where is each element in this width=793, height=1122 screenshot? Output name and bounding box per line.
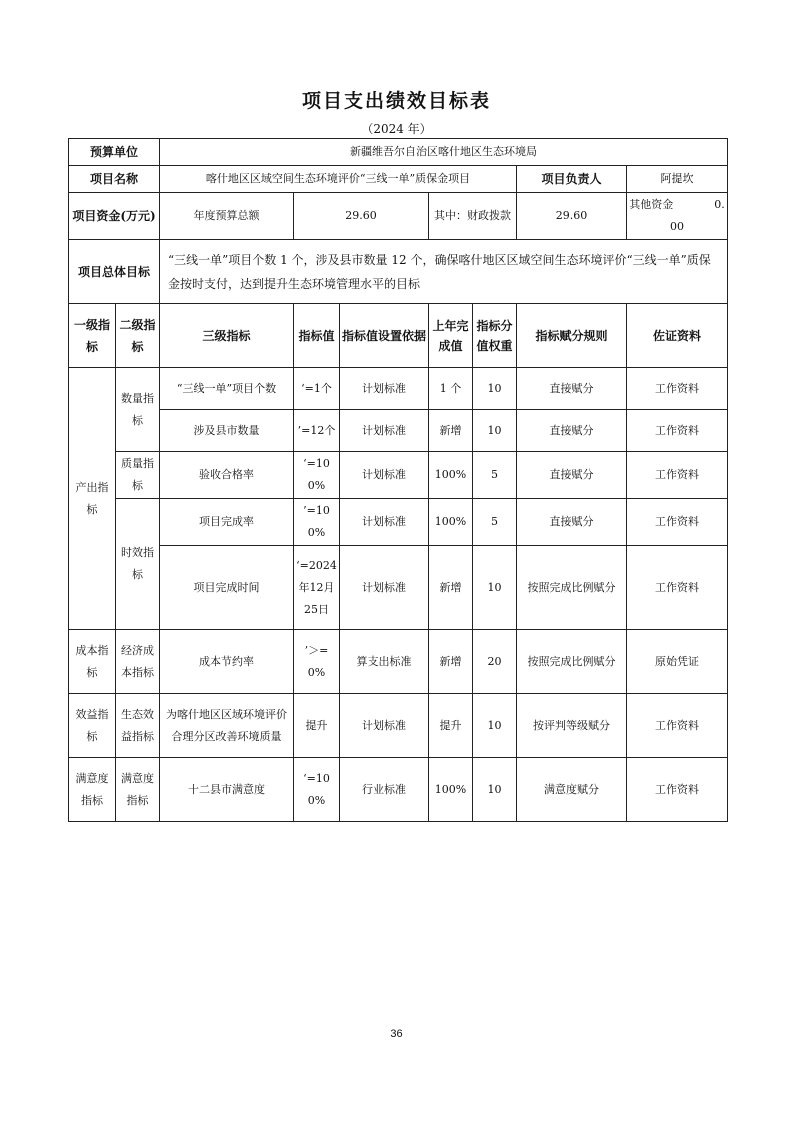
indicator-evidence: 工作资料 bbox=[627, 410, 728, 452]
table-row bbox=[69, 410, 728, 452]
fiscal-label: 其中：财政拨款 bbox=[429, 193, 517, 240]
indicator-value: ’=12个 bbox=[294, 410, 340, 452]
row-project-name bbox=[69, 166, 728, 193]
indicator-weight: 10 bbox=[473, 694, 517, 758]
indicator-evidence: 工作资料 bbox=[627, 368, 728, 410]
indicator-last: 1 个 bbox=[429, 368, 473, 410]
indicator-basis: 计划标准 bbox=[340, 694, 429, 758]
row-overall-goal bbox=[69, 240, 728, 304]
indicator-basis: 计划标准 bbox=[340, 499, 429, 546]
group-satisfaction: 满意度指标 bbox=[69, 758, 116, 822]
group-economic-cost: 经济成本指标 bbox=[116, 630, 160, 694]
group-cost: 成本指标 bbox=[69, 630, 116, 694]
indicator-basis: 计划标准 bbox=[340, 546, 429, 630]
other-funds-amount: 0.00 bbox=[670, 198, 725, 233]
row-headers bbox=[69, 304, 728, 368]
table-row bbox=[69, 546, 728, 630]
indicator-basis: 计划标准 bbox=[340, 368, 429, 410]
group-quality: 质量指标 bbox=[116, 452, 160, 499]
project-leader-value: 阿提坎 bbox=[627, 166, 728, 193]
indicator-last: 新增 bbox=[429, 546, 473, 630]
table-row bbox=[69, 630, 728, 694]
indicator-evidence: 工作资料 bbox=[627, 758, 728, 822]
overall-goal-value: “三线一单”项目个数 1 个，涉及县市数量 12 个，确保喀什地区区域空间生态环境评价“三线一单”质保金按时支付，达到提升生态环境管理水平的目标 bbox=[160, 240, 728, 304]
indicator-value: ‘=2024年12月25日 bbox=[294, 546, 340, 630]
indicator-rule: 直接赋分 bbox=[517, 452, 627, 499]
project-leader-label: 项目负责人 bbox=[517, 166, 627, 193]
table-row bbox=[69, 758, 728, 822]
indicator-rule: 满意度赋分 bbox=[517, 758, 627, 822]
group-benefit: 效益指标 bbox=[69, 694, 116, 758]
header-last-year: 上年完成值 bbox=[429, 304, 473, 368]
indicator-evidence: 工作资料 bbox=[627, 546, 728, 630]
indicator-weight: 10 bbox=[473, 368, 517, 410]
indicator-rule: 按照完成比例赋分 bbox=[517, 546, 627, 630]
indicator-rule: 直接赋分 bbox=[517, 368, 627, 410]
indicator-name: 成本节约率 bbox=[160, 630, 294, 694]
indicator-weight: 10 bbox=[473, 758, 517, 822]
table-row bbox=[69, 368, 728, 410]
indicator-value: 提升 bbox=[294, 694, 340, 758]
project-name-value: 喀什地区区域空间生态环境评价“三线一单”质保金项目 bbox=[160, 166, 517, 193]
group-satisfaction-2: 满意度指标 bbox=[116, 758, 160, 822]
header-basis: 指标值设置依据 bbox=[340, 304, 429, 368]
year-label: （2024 年） bbox=[361, 122, 432, 136]
table-row bbox=[69, 499, 728, 546]
indicator-evidence: 工作资料 bbox=[627, 499, 728, 546]
indicator-name: 涉及县市数量 bbox=[160, 410, 294, 452]
indicator-name: 为喀什地区区域环境评价合理分区改善环境质量 bbox=[160, 694, 294, 758]
header-level1: 一级指标 bbox=[69, 304, 116, 368]
indicator-last: 100% bbox=[429, 758, 473, 822]
indicator-name: 十二县市满意度 bbox=[160, 758, 294, 822]
indicator-value: ’=100% bbox=[294, 499, 340, 546]
indicator-last: 提升 bbox=[429, 694, 473, 758]
header-evidence: 佐证资料 bbox=[627, 304, 728, 368]
indicator-value: ‘=100% bbox=[294, 452, 340, 499]
row-project-funds bbox=[69, 193, 728, 240]
indicator-rule: 直接赋分 bbox=[517, 499, 627, 546]
table-row bbox=[69, 452, 728, 499]
fiscal-value: 29.60 bbox=[517, 193, 627, 240]
indicator-weight: 5 bbox=[473, 452, 517, 499]
indicator-weight: 5 bbox=[473, 499, 517, 546]
indicator-last: 100% bbox=[429, 499, 473, 546]
indicator-basis: 计划标准 bbox=[340, 452, 429, 499]
indicator-last: 100% bbox=[429, 452, 473, 499]
indicator-basis: 行业标准 bbox=[340, 758, 429, 822]
indicator-basis: 算支出标准 bbox=[340, 630, 429, 694]
other-funds-value bbox=[627, 193, 728, 240]
group-output: 产出指标 bbox=[69, 368, 116, 630]
budget-unit-label: 预算单位 bbox=[69, 139, 160, 166]
group-eco-benefit: 生态效益指标 bbox=[116, 694, 160, 758]
project-name-label: 项目名称 bbox=[69, 166, 160, 193]
group-quantity: 数量指标 bbox=[116, 368, 160, 452]
indicator-rule: 按照完成比例赋分 bbox=[517, 630, 627, 694]
indicator-evidence: 原始凭证 bbox=[627, 630, 728, 694]
indicator-rule: 直接赋分 bbox=[517, 410, 627, 452]
row-budget-unit bbox=[69, 139, 728, 166]
page-title: 项目支出绩效目标表 bbox=[301, 90, 491, 112]
other-funds-label: 其他资金 bbox=[629, 198, 674, 211]
indicator-evidence: 工作资料 bbox=[627, 452, 728, 499]
budget-unit-value: 新疆维吾尔自治区喀什地区生态环境局 bbox=[160, 139, 728, 166]
annual-budget-label: 年度预算总额 bbox=[160, 193, 294, 240]
indicator-basis: 计划标准 bbox=[340, 410, 429, 452]
indicator-name: “三线一单”项目个数 bbox=[160, 368, 294, 410]
indicator-weight: 10 bbox=[473, 546, 517, 630]
header-level2: 二级指标 bbox=[116, 304, 160, 368]
group-timeliness: 时效指标 bbox=[116, 499, 160, 630]
table-row bbox=[69, 694, 728, 758]
indicator-name: 项目完成时间 bbox=[160, 546, 294, 630]
indicator-weight: 20 bbox=[473, 630, 517, 694]
indicator-last: 新增 bbox=[429, 410, 473, 452]
indicator-name: 验收合格率 bbox=[160, 452, 294, 499]
header-value: 指标值 bbox=[294, 304, 340, 368]
indicator-rule: 按评判等级赋分 bbox=[517, 694, 627, 758]
header-weight: 指标分值权重 bbox=[473, 304, 517, 368]
page-number: 36 bbox=[390, 1028, 403, 1040]
indicator-weight: 10 bbox=[473, 410, 517, 452]
performance-table bbox=[68, 138, 728, 822]
header-rule: 指标赋分规则 bbox=[517, 304, 627, 368]
project-funds-label: 项目资金(万元) bbox=[69, 193, 160, 240]
indicator-last: 新增 bbox=[429, 630, 473, 694]
overall-goal-label: 项目总体目标 bbox=[69, 240, 160, 304]
indicator-evidence: 工作资料 bbox=[627, 694, 728, 758]
indicator-value: ’＞=0% bbox=[294, 630, 340, 694]
indicator-value: ‘=100% bbox=[294, 758, 340, 822]
annual-budget-value: 29.60 bbox=[294, 193, 429, 240]
indicator-name: 项目完成率 bbox=[160, 499, 294, 546]
header-level3: 三级指标 bbox=[160, 304, 294, 368]
indicator-value: ‘=1个 bbox=[294, 368, 340, 410]
